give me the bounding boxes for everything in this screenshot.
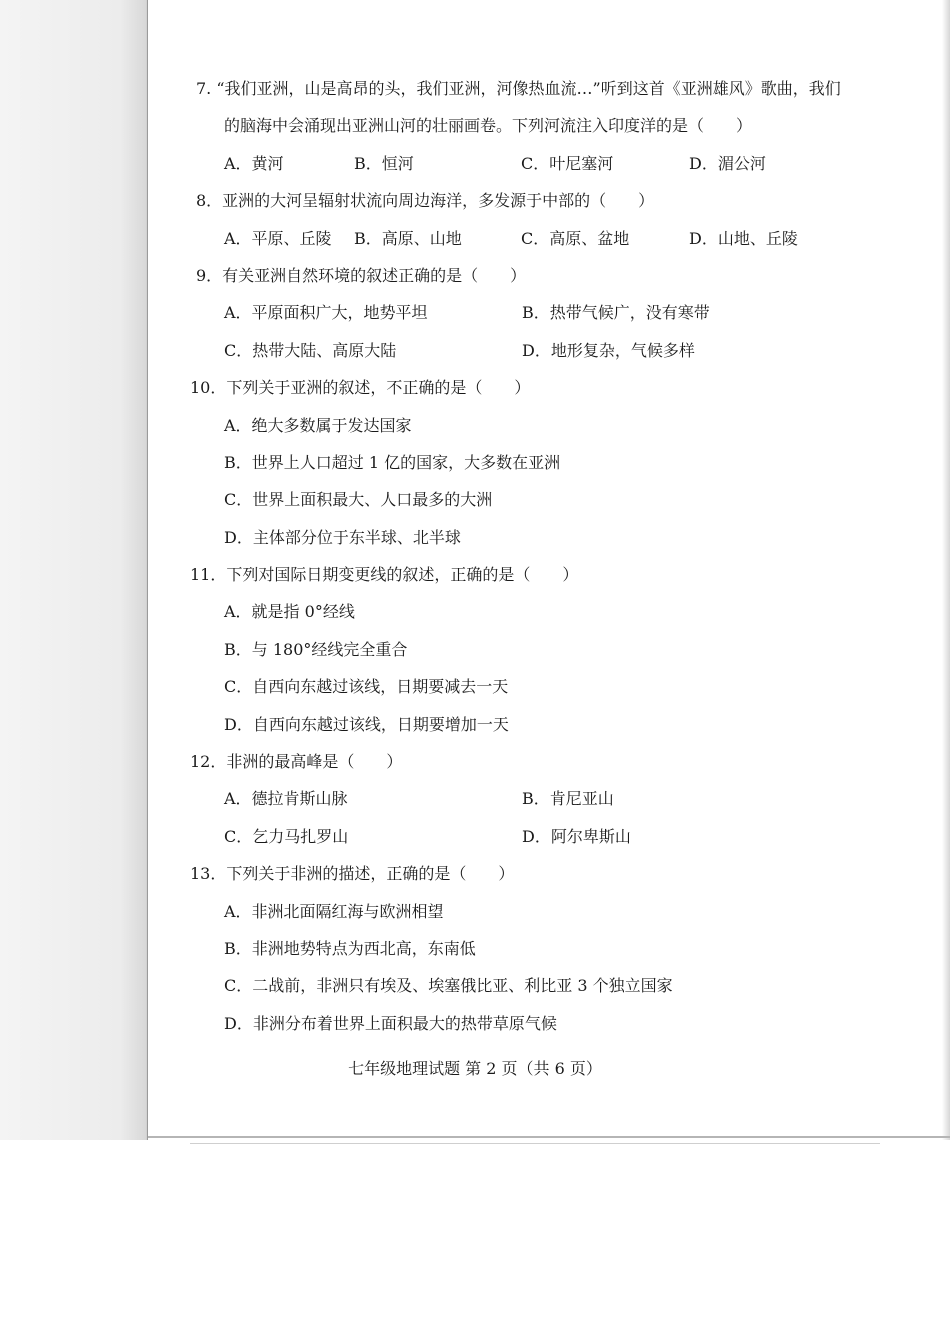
question-10-stem: 10．下列关于亚洲的叙述，不正确的是（ ） — [190, 378, 531, 398]
option-b: B．热带气候广，没有寒带 — [522, 303, 710, 323]
option-a: A．黄河 — [224, 153, 284, 173]
question-11-option-c: C．自西向东越过该线，日期要减去一天 — [224, 677, 509, 697]
page-bottom-edge — [148, 1136, 950, 1138]
page-bottom-edge-inner — [190, 1143, 880, 1144]
option-d: D．湄公河 — [689, 153, 766, 173]
question-9-options-row-2 — [190, 332, 890, 369]
question-11-option-a: A．就是指 0°经线 — [224, 602, 355, 622]
question-13-option-d: D．非洲分布着世界上面积最大的热带草原气候 — [224, 1013, 557, 1033]
question-13-stem: 13．下列关于非洲的描述，正确的是（ ） — [190, 864, 515, 884]
scan-shadow-right — [942, 0, 950, 1140]
option-d: D．山地、丘陵 — [689, 228, 798, 248]
question-11-option-d: D．自西向东越过该线，日期要增加一天 — [224, 714, 509, 734]
question-11-option-b: B．与 180°经线完全重合 — [224, 639, 408, 659]
question-7-options — [190, 145, 890, 182]
question-13-option-c: C．二战前，非洲只有埃及、埃塞俄比亚、利比亚 3 个独立国家 — [224, 976, 673, 996]
question-9-options-row-1 — [190, 294, 890, 331]
question-10-option-a: A．绝大多数属于发达国家 — [224, 415, 412, 435]
option-d: D．阿尔卑斯山 — [522, 826, 631, 846]
scan-shadow-left — [0, 0, 148, 1140]
question-8-options — [190, 220, 890, 257]
option-c: C．热带大陆、高原大陆 — [224, 340, 397, 360]
exam-questions — [190, 70, 890, 1042]
option-b: B．高原、山地 — [354, 228, 462, 248]
question-12-stem: 12．非洲的最高峰是（ ） — [190, 752, 403, 772]
question-13-option-a: A．非洲北面隔红海与欧洲相望 — [224, 901, 444, 921]
question-13-option-b: B．非洲地势特点为西北高，东南低 — [224, 938, 476, 958]
option-c: C．叶尼塞河 — [521, 153, 614, 173]
question-10-option-b: B．世界上人口超过 1 亿的国家，大多数在亚洲 — [224, 452, 561, 472]
option-c: C．乞力马扎罗山 — [224, 826, 349, 846]
question-12-options-row-2 — [190, 818, 890, 855]
question-10-option-c: C．世界上面积最大、人口最多的大洲 — [224, 490, 493, 510]
option-c: C．高原、盆地 — [521, 228, 630, 248]
option-b: B．恒河 — [354, 153, 414, 173]
option-d: D．地形复杂，气候多样 — [522, 340, 695, 360]
question-9-stem: 9．有关亚洲自然环境的叙述正确的是（ ） — [196, 265, 527, 285]
question-7-stem-continued: 的脑海中会涌现出亚洲山河的壮丽画卷。下列河流注入印度洋的是（ ） — [224, 116, 753, 136]
option-a: A．平原面积广大，地势平坦 — [224, 303, 428, 323]
question-8-stem: 8．亚洲的大河呈辐射状流向周边海洋，多发源于中部的（ ） — [196, 191, 655, 211]
question-10-option-d: D．主体部分位于东半球、北半球 — [224, 527, 461, 547]
question-12-options-row-1 — [190, 780, 890, 817]
question-7-stem: 7. “我们亚洲，山是高昂的头，我们亚洲，河像热血流…”听到这首《亚洲雄风》歌曲，我们 — [196, 79, 841, 98]
option-a: A．平原、丘陵 — [224, 228, 332, 248]
option-b: B．肯尼亚山 — [522, 789, 614, 809]
option-a: A．德拉肯斯山脉 — [224, 789, 348, 809]
page-footer: 七年级地理试题 第 2 页（共 6 页） — [348, 1059, 602, 1078]
question-11-stem: 11．下列对国际日期变更线的叙述，正确的是（ ） — [190, 565, 579, 585]
